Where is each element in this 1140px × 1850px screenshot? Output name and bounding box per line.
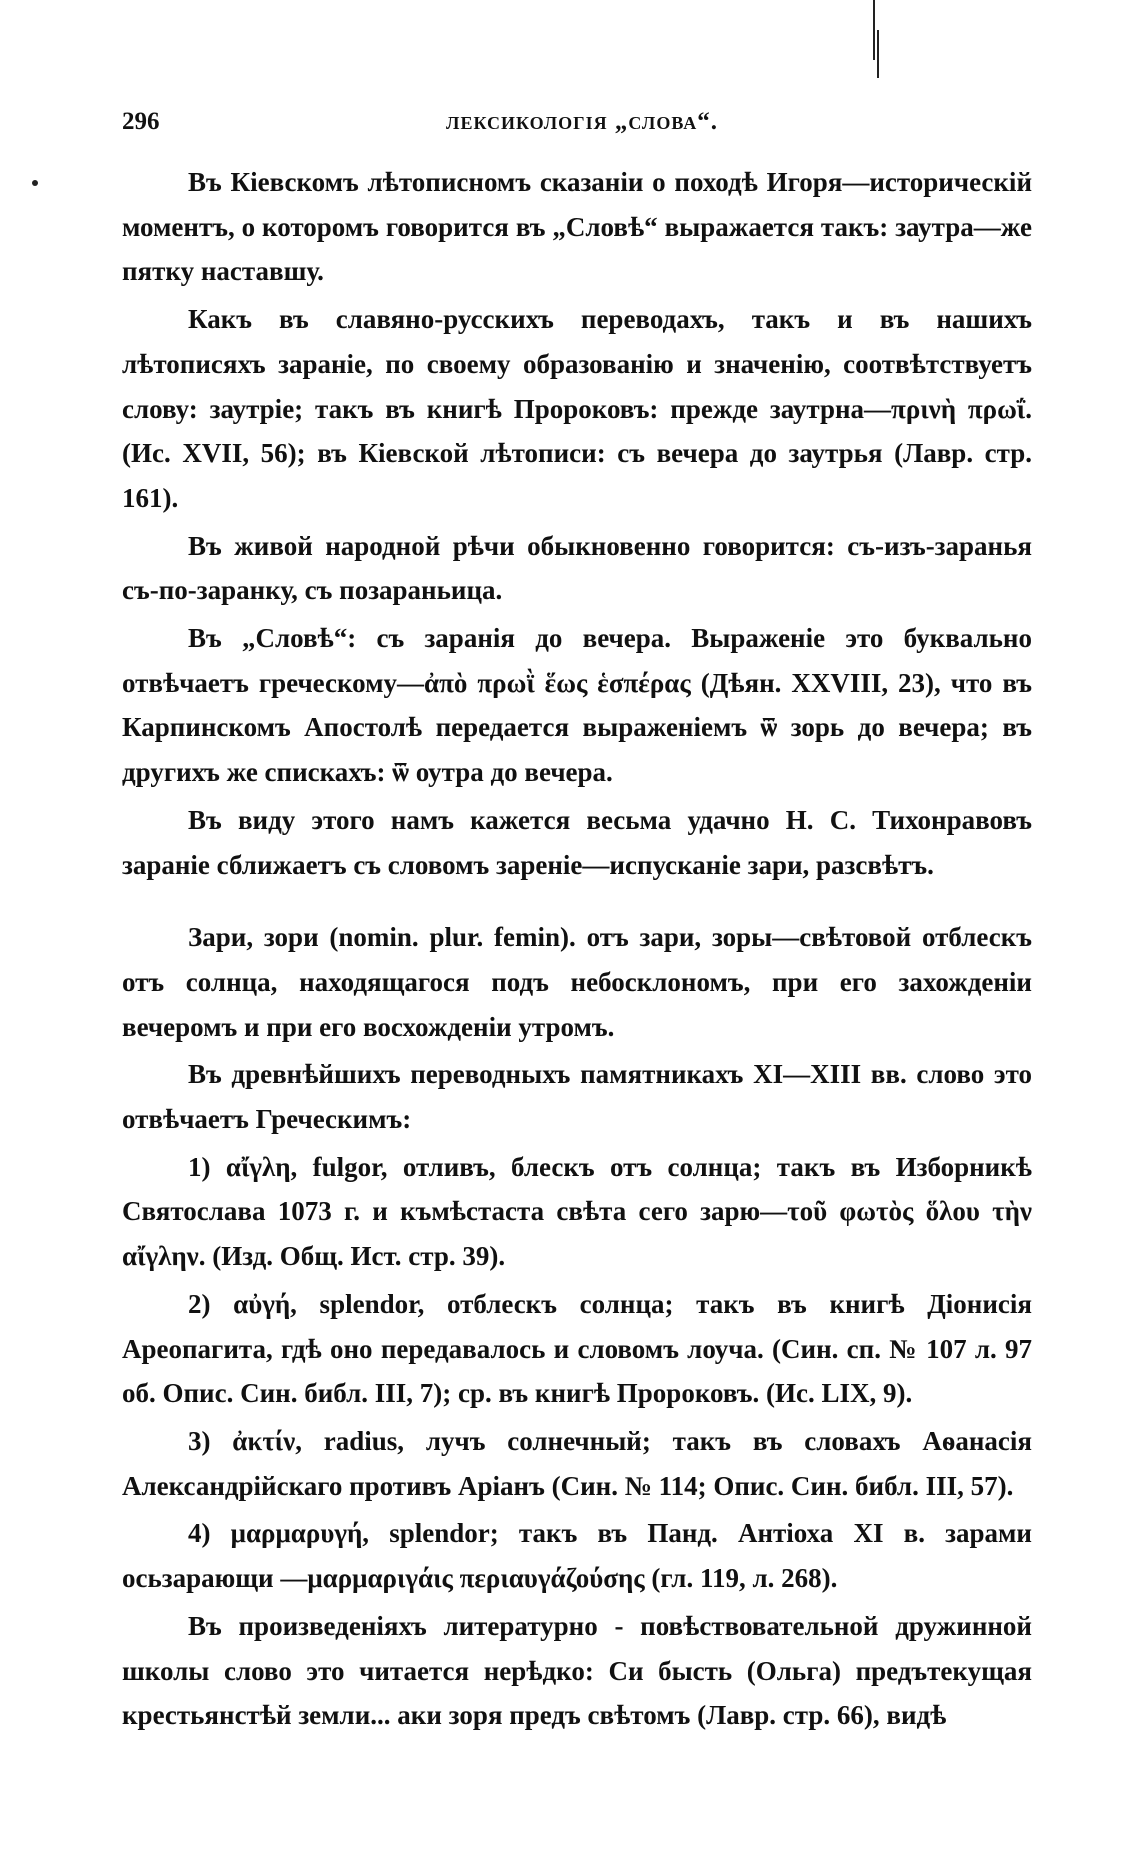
paragraph: Въ живой народной рѣчи обыкновенно говорится: съ-изъ-заранья съ-по-заранку, съ позараньица. xyxy=(122,530,1032,606)
running-title: лексикологія „слова“. xyxy=(446,108,718,135)
scan-artifact-line xyxy=(877,30,879,78)
paragraph: Въ произведеніяхъ литературно - повѣствовательной дружинной школы слово это читается нерѣдко: Си бысть (Ольга) предътекущая крестьянстѣй земли... аки зоря предъ свѣтомъ (Лавр. стр. 66), видѣ xyxy=(122,1610,1032,1731)
paragraph: 4) μαρμαρυγή, splendor; такъ въ Панд. Антіоха XI в. зарами осьзарающи —μαρμαριγάις περιαυγάζούσης (гл. 119, л. 268). xyxy=(122,1518,1032,1594)
scan-artifact-line xyxy=(873,0,875,60)
paragraph: Въ виду этого намъ кажется весьма удачно Н. С. Тихонравовъ заранiе сближаетъ съ словомъ зареніе—испусканіе зари, разсвѣтъ. xyxy=(122,804,1032,880)
scan-artifact-dot xyxy=(32,180,38,186)
paragraph-lemma-entry: Зари, зори (nomin. plur. femin). отъ зари, зоры—свѣтовой отблескъ отъ солнца, находящагося подъ небосклономъ, при его захожденіи вечеромъ и при его восхожденіи утромъ. xyxy=(122,922,1032,1042)
paragraph: 3) ἀκτίν, radius, лучъ солнечный; такъ въ словахъ Аѳанасія Александрійскаго противъ Аріанъ (Син. № 114; Опис. Син. библ. III, 57). xyxy=(122,1425,1032,1501)
page-number: 296 xyxy=(122,108,160,135)
paragraph: Въ „Словѣ“: съ заранія до вечера. Выраженіе это буквально отвѣчаетъ греческому—ἀπὸ πρωῒ ἕως ἑσπέρας (Дѣян. XXVIII, 23), что въ Карпинскомъ Апостолѣ передается выраженіемъ ѿ зорь до вечера; въ другихъ же спискахъ: ѿ оутра до вечера. xyxy=(122,623,1032,788)
page-body xyxy=(122,160,1032,1741)
page-header xyxy=(122,108,1042,144)
paragraph: Въ древнѣйшихъ переводныхъ памятникахъ XI—XIII вв. слово это отвѣчаетъ Греческимъ: xyxy=(122,1059,1032,1135)
paragraph: Какъ въ славяно-русскихъ переводахъ, такъ и въ нашихъ лѣтописяхъ заранiе, по своему образованію и значенію, соотвѣтствуетъ слову: заутріе; такъ въ книгѣ Пророковъ: прежде заутрна—πρινὴ πρωΐ. (Ис. XVII, 56); въ Кіевской лѣтописи: съ вечера до заутрья (Лавр. стр. 161). xyxy=(122,304,1032,513)
paragraph: 1) αἴγλη, fulgor, отливъ, блескъ отъ солнца; такъ въ Изборникѣ Святослава 1073 г. и къмѣстаста свѣта сего зарю—τοῦ φωτὸς ὅλου τὴν αἴγλην. (Изд. Общ. Ист. стр. 39). xyxy=(122,1151,1032,1272)
paragraph: Въ Кіевскомъ лѣтописномъ сказаніи о походѣ Игоря—историческій моментъ, о которомъ говорится въ „Словѣ“ выражается такъ: заутра—же пятку наставшу. xyxy=(122,167,1032,287)
paragraph: 2) αὐγή, splendor, отблескъ солнца; такъ въ книгѣ Діонисія Ареопагита, гдѣ оно передавалось и словомъ лоуча. (Син. сп. № 107 л. 97 об. Опис. Син. библ. III, 7); ср. въ книгѣ Пророковъ. (Ис. LIX, 9). xyxy=(122,1288,1032,1409)
